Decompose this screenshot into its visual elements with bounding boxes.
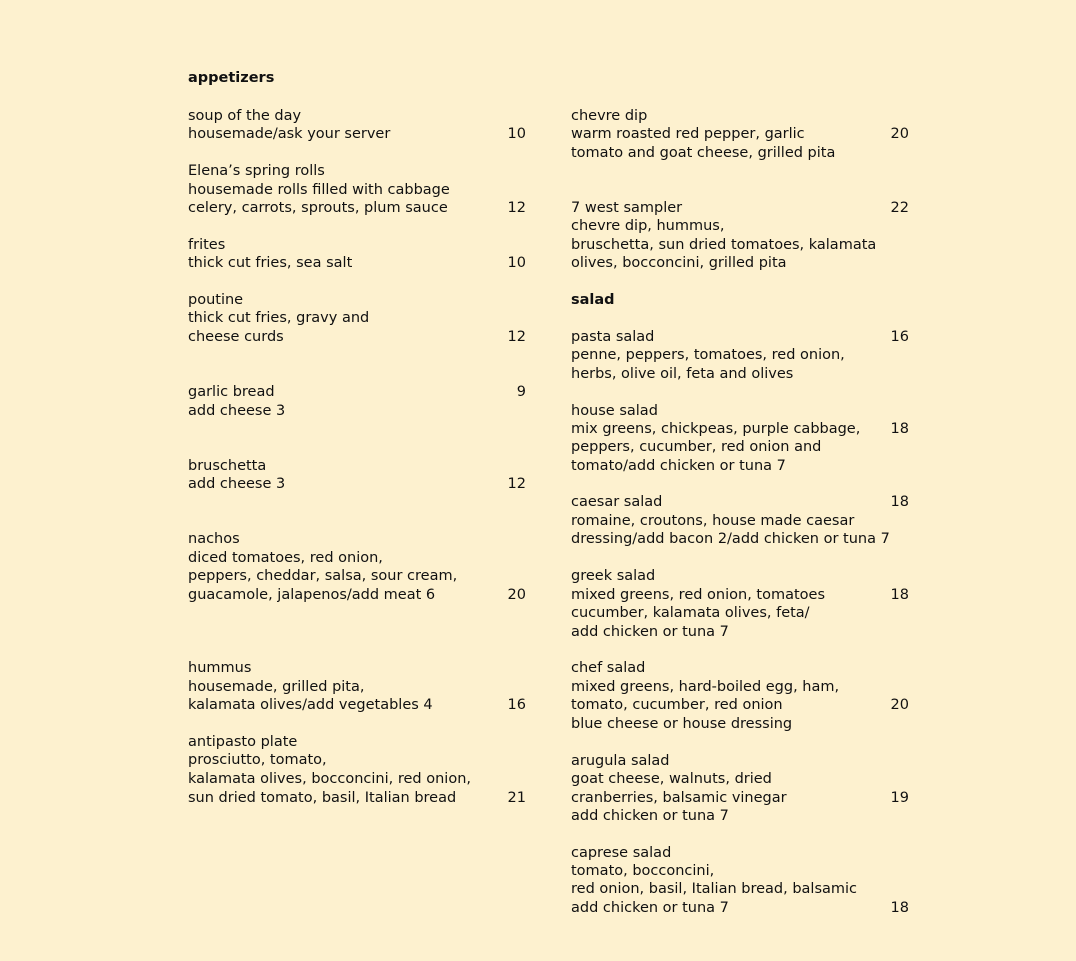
item-description: goat cheese, walnuts, dried <box>571 771 772 787</box>
item-description: celery, carrots, sprouts, plum sauce <box>188 200 448 216</box>
item-description: peppers, cheddar, salsa, sour cream, <box>188 568 458 584</box>
item-name: 7 west sampler <box>571 200 683 216</box>
item-description: red onion, basil, Italian bread, balsamic <box>571 881 858 897</box>
item-name: arugula salad <box>571 753 670 769</box>
item-description: bruschetta, sun dried tomatoes, kalamata <box>571 237 877 253</box>
item-description: dressing/add bacon 2/add chicken or tuna 7 <box>571 531 890 547</box>
item-description: olives, bocconcini, grilled pita <box>571 255 787 271</box>
item-description: sun dried tomato, basil, Italian bread <box>188 790 457 806</box>
item-name: Elena’s spring rolls <box>188 163 325 179</box>
item-description: housemade/ask your server <box>188 126 391 142</box>
item-description: add chicken or tuna 7 <box>571 808 729 824</box>
item-description: mix greens, chickpeas, purple cabbage, <box>571 421 861 437</box>
item-price: 10 <box>507 126 526 142</box>
item-price: 20 <box>890 697 909 713</box>
item-name: caprese salad <box>571 845 672 861</box>
item-description: romaine, croutons, house made caesar <box>571 513 855 529</box>
item-description: cheese curds <box>188 329 284 345</box>
item-name: antipasto plate <box>188 734 298 750</box>
item-description: kalamata olives, bocconcini, red onion, <box>188 771 471 787</box>
item-description: tomato, bocconcini, <box>571 863 715 879</box>
item-description: add chicken or tuna 7 <box>571 624 729 640</box>
item-price: 18 <box>890 421 909 437</box>
item-description: guacamole, jalapenos/add meat 6 <box>188 587 436 603</box>
item-description: add cheese 3 <box>188 476 286 492</box>
item-name: soup of the day <box>188 108 302 124</box>
item-description: housemade rolls filled with cabbage <box>188 182 450 198</box>
item-price: 21 <box>507 790 526 806</box>
item-price: 18 <box>890 900 909 916</box>
item-price: 20 <box>890 126 909 142</box>
item-price: 22 <box>890 200 909 216</box>
item-description: thick cut fries, gravy and <box>188 310 370 326</box>
item-name: greek salad <box>571 568 656 584</box>
item-description: cranberries, balsamic vinegar <box>571 790 787 806</box>
item-price: 16 <box>507 697 526 713</box>
item-name: hummus <box>188 660 252 676</box>
item-description: add chicken or tuna 7 <box>571 900 729 916</box>
item-description: tomato, cucumber, red onion <box>571 697 783 713</box>
item-price: 19 <box>890 790 909 806</box>
item-name: bruschetta <box>188 458 267 474</box>
item-description: prosciutto, tomato, <box>188 752 327 768</box>
item-name: poutine <box>188 292 244 308</box>
item-price: 18 <box>890 494 909 510</box>
item-name: chevre dip <box>571 108 648 124</box>
item-description: housemade, grilled pita, <box>188 679 365 695</box>
item-name: pasta salad <box>571 329 655 345</box>
item-name: chef salad <box>571 660 646 676</box>
item-name: caesar salad <box>571 494 663 510</box>
item-description: tomato and goat cheese, grilled pita <box>571 145 836 161</box>
item-description: tomato/add chicken or tuna 7 <box>571 458 786 474</box>
item-description: kalamata olives/add vegetables 4 <box>188 697 433 713</box>
item-description: diced tomatoes, red onion, <box>188 550 383 566</box>
item-description: penne, peppers, tomatoes, red onion, <box>571 347 845 363</box>
item-description: blue cheese or house dressing <box>571 716 793 732</box>
item-price: 18 <box>890 587 909 603</box>
item-price: 12 <box>507 329 526 345</box>
item-price: 16 <box>890 329 909 345</box>
item-description: herbs, olive oil, feta and olives <box>571 366 794 382</box>
salad-heading: salad <box>571 292 615 308</box>
appetizers-heading: appetizers <box>188 70 275 86</box>
item-name: garlic bread <box>188 384 275 400</box>
item-price: 20 <box>507 587 526 603</box>
item-description: mixed greens, red onion, tomatoes <box>571 587 826 603</box>
item-price: 9 <box>516 384 526 400</box>
item-price: 12 <box>507 200 526 216</box>
item-description: add cheese 3 <box>188 403 286 419</box>
item-description: mixed greens, hard-boiled egg, ham, <box>571 679 840 695</box>
item-price: 12 <box>507 476 526 492</box>
item-price: 10 <box>507 255 526 271</box>
item-description: thick cut fries, sea salt <box>188 255 353 271</box>
item-description: cucumber, kalamata olives, feta/ <box>571 605 810 621</box>
item-description: warm roasted red pepper, garlic <box>571 126 805 142</box>
item-description: peppers, cucumber, red onion and <box>571 439 822 455</box>
item-name: nachos <box>188 531 240 547</box>
item-description: chevre dip, hummus, <box>571 218 725 234</box>
item-name: house salad <box>571 403 658 419</box>
item-name: frites <box>188 237 226 253</box>
